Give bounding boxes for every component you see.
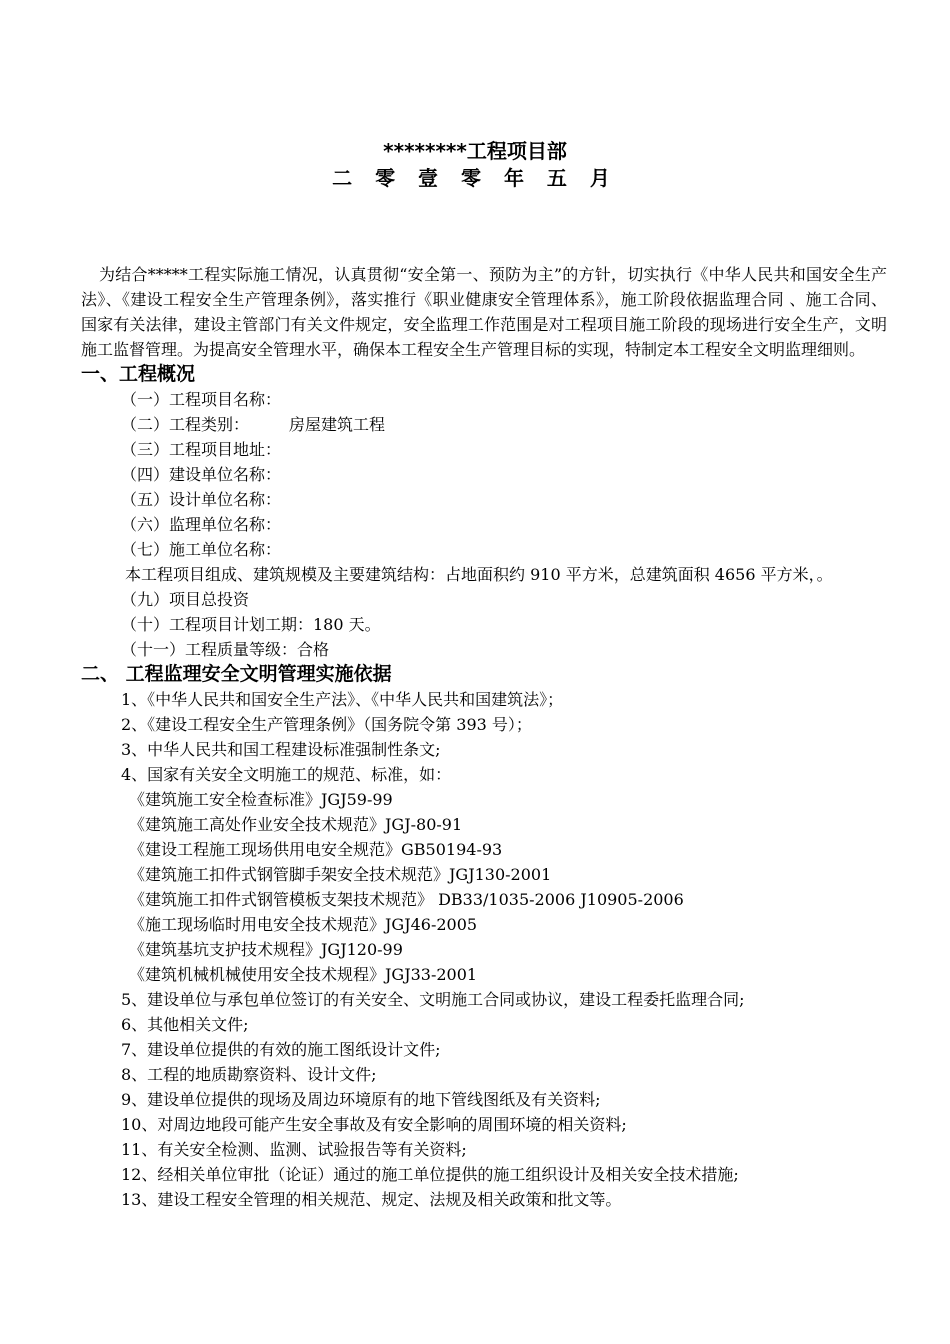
structure-paragraph: 本工程项目组成、建筑规模及主要建筑结构：占地面积约 910 平方米，总建筑面积 4656 平方米，。 [125,565,833,584]
standard-item: 《建筑施工扣件式钢管模板支架技术规范》 DB33/1035-2006 J10905-2006 [129,890,684,909]
overview-item: （六）监理单位名称： [121,515,282,534]
investment-item: （九）项目总投资 [121,590,250,609]
basis-item: 6、其他相关文件; [121,1015,249,1034]
section-heading-basis: 二、 工程监理安全文明管理实施依据 [81,663,392,685]
basis-item: 3、中华人民共和国工程建设标准强制性条文; [121,740,441,759]
standard-item: 《建筑基坑支护技术规程》JGJ120-99 [129,940,403,959]
standard-item: 《施工现场临时用电安全技术规范》JGJ46-2005 [129,915,478,934]
date-title: 二 零 壹 零 年 五 月 [332,166,618,190]
overview-item: （四）建设单位名称： [121,465,282,484]
basis-item: 8、工程的地质勘察资料、设计文件; [121,1065,377,1084]
basis-item: 7、建设单位提供的有效的施工图纸设计文件; [121,1040,441,1059]
standard-item: 《建筑施工扣件式钢管脚手架安全技术规范》JGJ130-2001 [129,865,552,884]
standard-item: 《建筑施工高处作业安全技术规范》JGJ-80-91 [129,815,463,834]
document-body [81,262,887,1212]
basis-item: 2、《建设工程安全生产管理条例》（国务院令第 393 号）； [121,715,532,734]
basis-item: 12、经相关单位审批（论证）通过的施工单位提供的施工组织设计及相关安全技术措施; [121,1165,739,1184]
basis-item: 9、建设单位提供的现场及周边环境原有的地下管线图纸及有关资料; [121,1090,601,1109]
overview-item: （三）工程项目地址： [121,440,282,459]
basis-item: 5、建设单位与承包单位签订的有关安全、文明施工合同或协议，建设工程委托监理合同; [121,990,745,1009]
basis-item: 13、建设工程安全管理的相关规范、规定、法规及相关政策和批文等。 [121,1190,622,1209]
org-title: ********工程项目部 [383,139,567,163]
section-heading-overview: 一、工程概况 [81,363,196,385]
overview-item: （二）工程类别： 房屋建筑工程 [121,415,386,434]
overview-item: （一）工程项目名称： [121,390,282,409]
intro-paragraph: 为结合*****工程实际施工情况，认真贯彻“安全第一、预防为主”的方针，切实执行《中华人民共和国安全生产法》、《建设工程安全生产管理条例》，落实推行《职业健康安全管理体系》，施工阶段依据监理合同 、施工合同、 国家有关法律，建设主管部门有关文件规定，安全监理工作范围是对工程项目施工阶段的现场进行安全生产，文明施工监督管理。为提高安全管理水平，确保本工程安全生产管理目标的实现，特制定本工程安全文明监理细则。 [81,265,887,359]
standard-item: 《建筑施工安全检查标准》JGJ59-99 [129,790,393,809]
standard-item: 《建筑机械机械使用安全技术规程》JGJ33-2001 [129,965,478,984]
quality-item: （十一）工程质量等级：合格 [121,640,330,659]
project-category-value: 房屋建筑工程 [289,415,386,434]
basis-item: 10、对周边地段可能产生安全事故及有安全影响的周围环境的相关资料; [121,1115,627,1134]
basis-item: 4、国家有关安全文明施工的规范、标准，如： [121,765,452,784]
basis-item: 1、《中华人民共和国安全生产法》、《中华人民共和国建筑法》； [121,690,564,709]
overview-item: （五）设计单位名称： [121,490,282,509]
overview-item: （七）施工单位名称： [121,540,282,559]
basis-item: 11、有关安全检测、监测、试验报告等有关资料; [121,1140,467,1159]
standard-item: 《建设工程施工现场供用电安全规范》GB50194-93 [129,840,503,859]
duration-item: （十）工程项目计划工期：180 天。 [121,615,381,634]
